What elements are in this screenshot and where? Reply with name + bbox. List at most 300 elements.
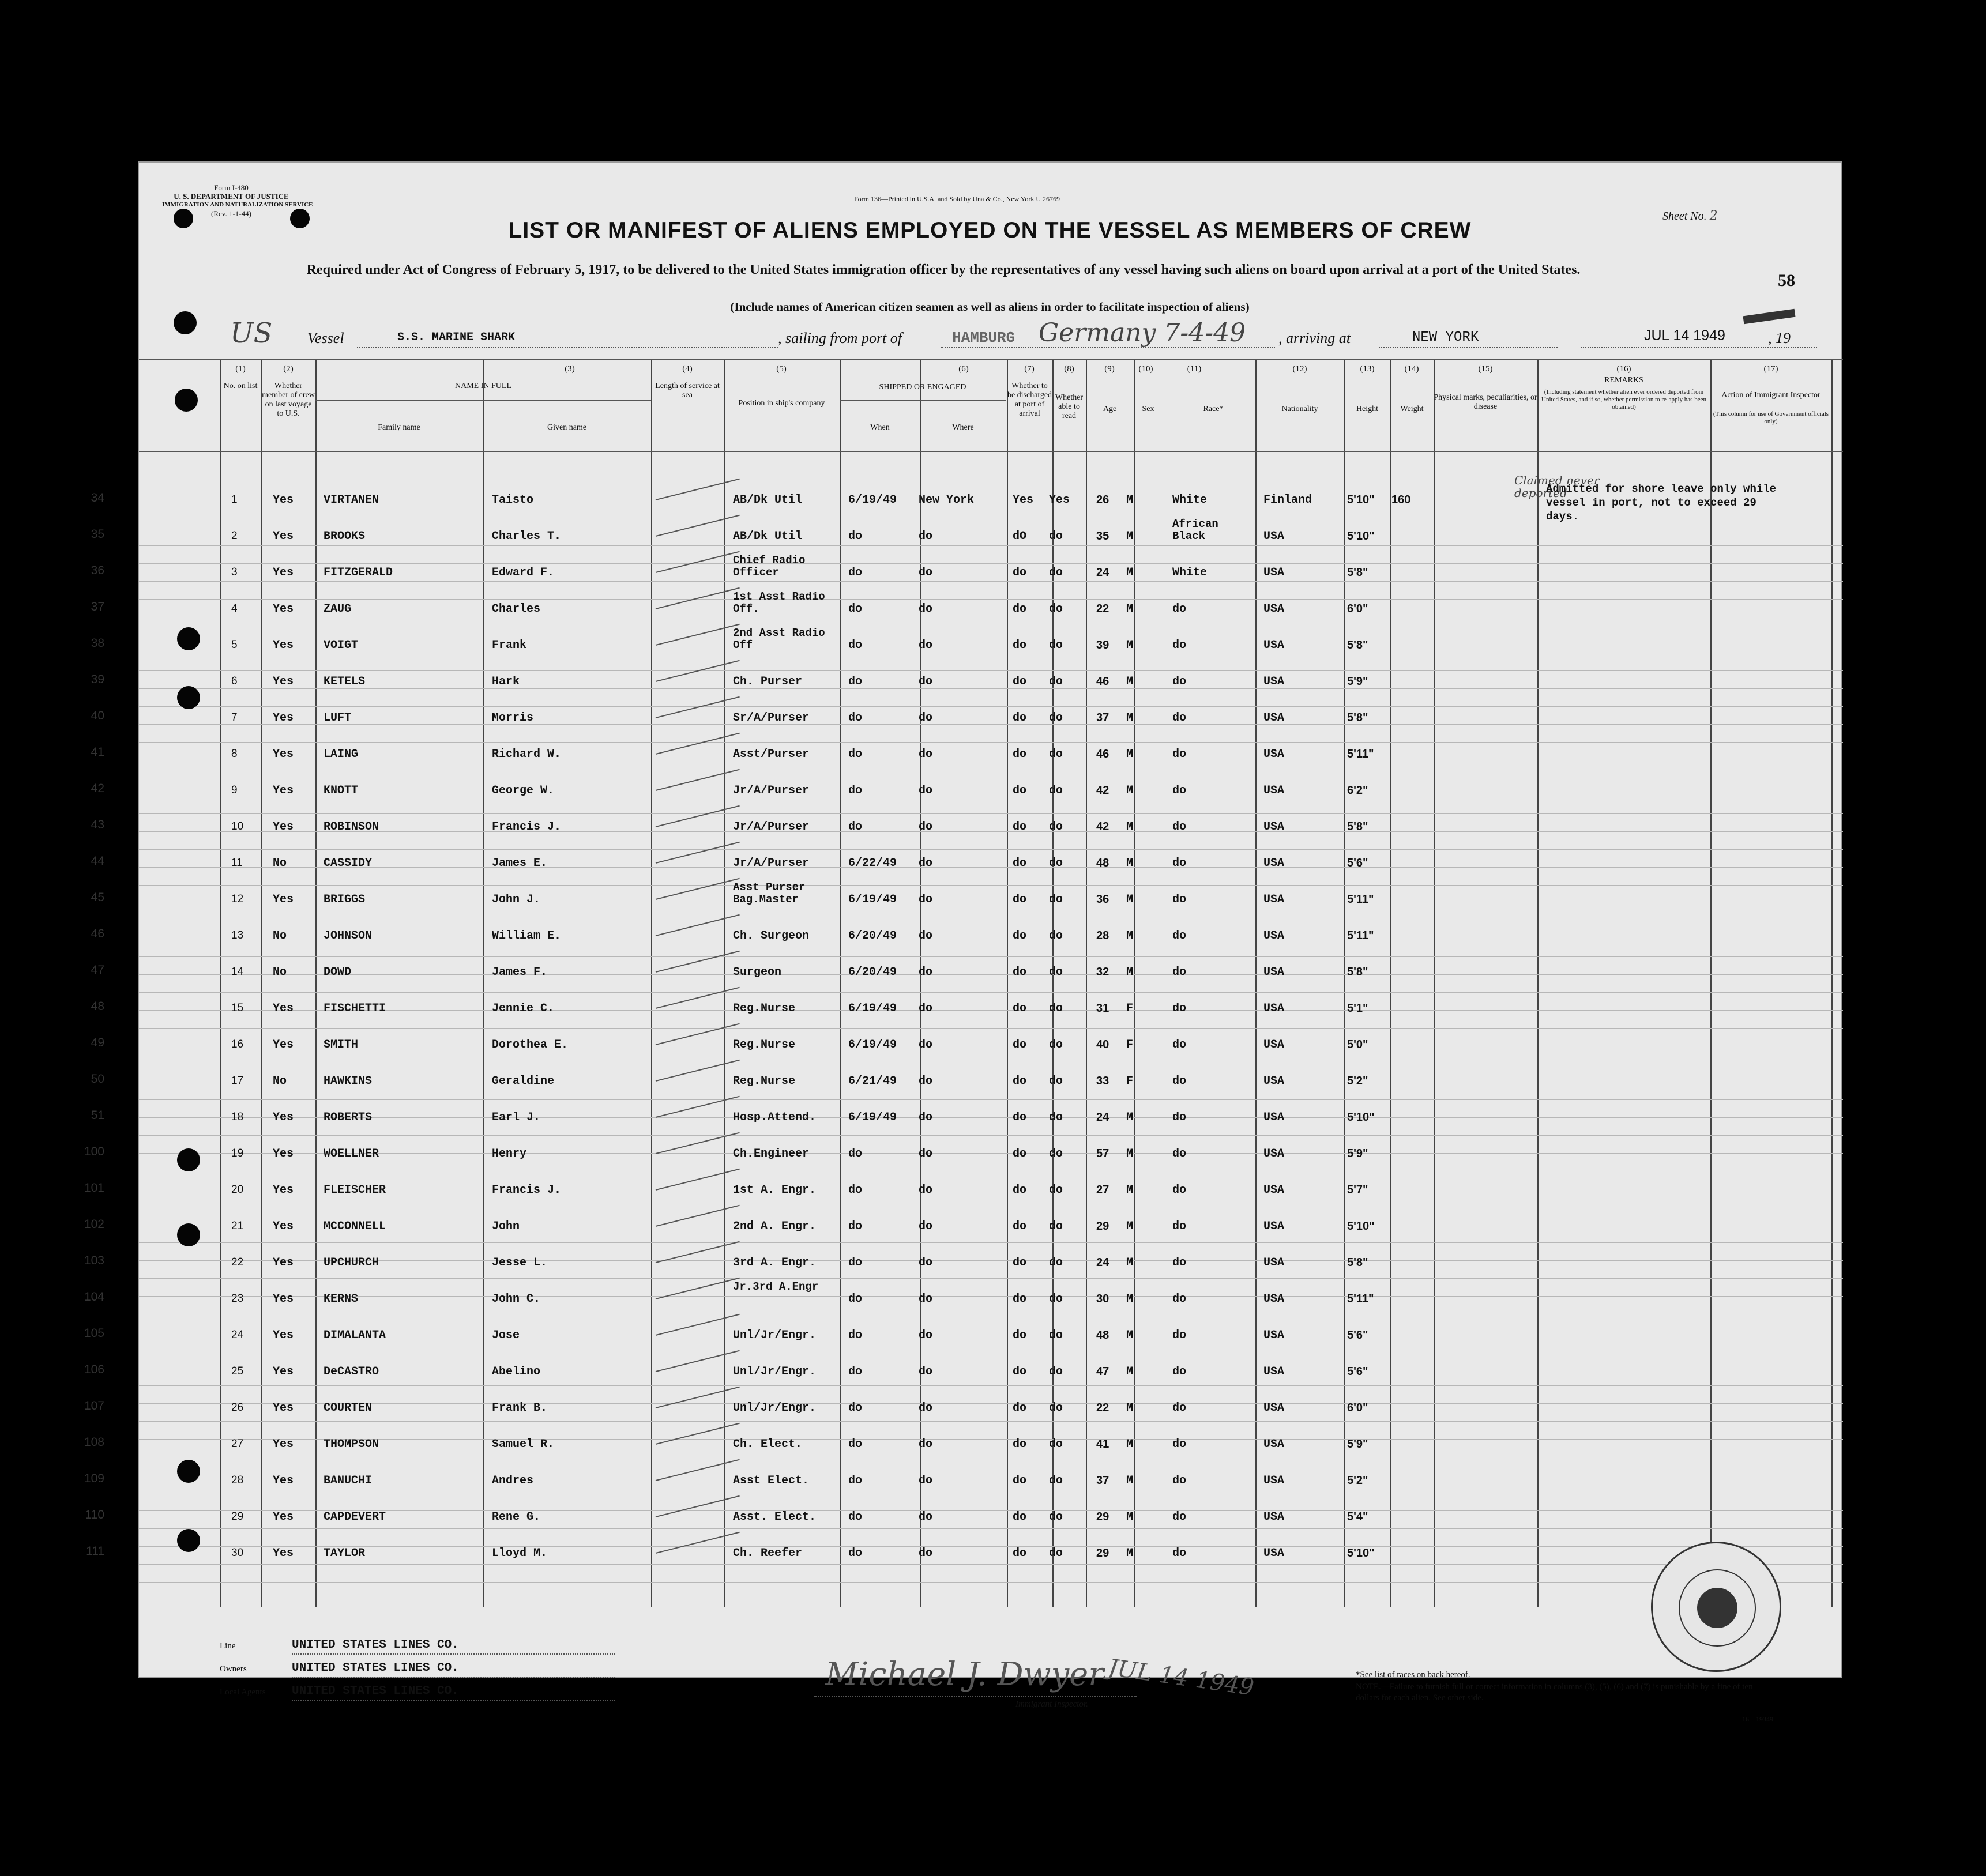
row-member: No — [273, 929, 287, 943]
column-number: (16) — [1616, 364, 1631, 374]
row-member: Yes — [273, 494, 294, 507]
column-head-race: Race* — [1203, 405, 1224, 413]
row-given-name: James E. — [492, 857, 548, 870]
row-discharged: do — [1013, 1147, 1027, 1161]
port-value: HAMBURG — [952, 329, 1015, 346]
row-discharged: do — [1013, 1329, 1027, 1342]
row-height: 5'1" — [1347, 1002, 1368, 1015]
row-when: do — [848, 1184, 863, 1197]
row-where: do — [919, 1293, 933, 1306]
row-read: do — [1049, 1438, 1063, 1451]
row-height: 5'10" — [1347, 494, 1375, 506]
row-height: 6'0" — [1347, 602, 1368, 615]
row-number: 30 — [231, 1547, 244, 1559]
row-height: 5'6" — [1347, 1365, 1368, 1378]
row-given-name: Henry — [492, 1147, 527, 1161]
row-given-name: Samuel R. — [492, 1438, 555, 1451]
row-family-name: LAING — [324, 748, 359, 761]
row-given-name: Jennie C. — [492, 1002, 555, 1015]
row-sex: M — [1126, 1329, 1134, 1342]
row-when: 6/19/49 — [848, 893, 897, 906]
punch-hole — [174, 209, 193, 228]
row-sequence-number: 34 — [91, 491, 104, 504]
row-nationality: USA — [1263, 1365, 1285, 1378]
row-given-name: James F. — [492, 966, 548, 979]
include-note: (Include names of American citizen seamen as well as aliens in order to facilitate inspection of aliens) — [730, 300, 1250, 314]
row-nationality: USA — [1263, 1220, 1285, 1233]
row-number: 19 — [231, 1147, 244, 1159]
row-given-name: Taisto — [492, 494, 534, 507]
row-height: 5'8" — [1347, 1256, 1368, 1269]
form-code: 16—19349 — [1742, 1715, 1773, 1723]
row-height: 5'10" — [1347, 1111, 1375, 1124]
row-sequence-number: 39 — [91, 673, 104, 686]
row-given-name: Frank B. — [492, 1402, 548, 1415]
row-sequence-number: 38 — [91, 636, 104, 650]
column-head-remarks: REMARKS — [1604, 376, 1643, 385]
owners-label: Owners — [220, 1664, 247, 1674]
row-sequence-number: 42 — [91, 782, 104, 795]
row-age: 29 — [1096, 1510, 1109, 1523]
row-height: 5'11" — [1347, 893, 1374, 906]
row-sex: M — [1126, 1111, 1134, 1124]
row-sequence-number: 107 — [84, 1399, 104, 1412]
row-age: 46 — [1096, 675, 1109, 688]
row-race: do — [1172, 1038, 1187, 1052]
punch-hole — [177, 1529, 200, 1552]
column-head-given: Given name — [547, 423, 587, 432]
page-mark: 58 — [1778, 271, 1795, 290]
row-given-name: Charles T. — [492, 530, 562, 543]
row-height: 5'2" — [1347, 1474, 1368, 1487]
row-position: Ch. Elect. — [733, 1438, 803, 1451]
row-sex: F — [1126, 1038, 1134, 1052]
physical-note: Claimed never deported — [1514, 473, 1600, 500]
row-height: 5'2" — [1347, 1075, 1368, 1087]
service-pen-stroke — [656, 1532, 740, 1554]
row-race: do — [1172, 1329, 1187, 1342]
row-discharged: do — [1013, 1002, 1027, 1015]
row-where: New York — [919, 494, 975, 507]
grid-rule — [139, 1117, 1843, 1118]
service: IMMIGRATION AND NATURALIZATION SERVICE — [162, 201, 313, 208]
row-given-name: John — [492, 1220, 520, 1233]
row-member: Yes — [273, 1256, 294, 1269]
column-number: (17) — [1763, 364, 1778, 374]
row-when: do — [848, 1365, 863, 1378]
row-member: Yes — [273, 530, 294, 543]
row-number: 5 — [231, 639, 238, 651]
row-height: 5'10" — [1347, 1220, 1375, 1233]
row-sex: M — [1126, 1365, 1134, 1378]
row-age: 33 — [1096, 1075, 1109, 1087]
row-sex: M — [1126, 711, 1134, 725]
row-height: 6'2" — [1347, 784, 1368, 797]
row-race: do — [1172, 1075, 1187, 1088]
row-race: do — [1172, 1474, 1187, 1487]
row-race: do — [1172, 784, 1187, 797]
row-height: 5'4" — [1347, 1510, 1368, 1523]
row-number: 15 — [231, 1002, 244, 1014]
row-sex: M — [1126, 784, 1134, 797]
row-race: do — [1172, 639, 1187, 652]
row-position: Jr.3rd A.Engr — [733, 1280, 819, 1293]
row-nationality: USA — [1263, 893, 1285, 906]
column-head-nationality: Nationality — [1281, 405, 1318, 413]
row-given-name: Rene G. — [492, 1510, 541, 1524]
row-number: 8 — [231, 748, 238, 760]
race-note: *See list of races on back hereof. — [1356, 1670, 1470, 1679]
row-weight: 160 — [1391, 494, 1411, 506]
owners-underline — [292, 1677, 615, 1678]
row-when: do — [848, 639, 863, 652]
vessel-label: Vessel — [307, 330, 344, 346]
row-member: Yes — [273, 1111, 294, 1124]
row-race: do — [1172, 1547, 1187, 1560]
row-nationality: USA — [1263, 820, 1285, 834]
row-given-name: Andres — [492, 1474, 534, 1487]
row-member: Yes — [273, 639, 294, 652]
row-discharged: do — [1013, 602, 1027, 616]
signature-underline — [814, 1696, 1137, 1697]
grid-rule — [139, 1028, 1843, 1029]
row-read: do — [1049, 929, 1063, 943]
row-position: Reg.Nurse — [733, 1038, 796, 1052]
row-read: do — [1049, 966, 1063, 979]
row-age: 42 — [1096, 820, 1109, 833]
row-sex: M — [1126, 530, 1134, 543]
column-number: (4) — [682, 364, 693, 374]
grid-rule — [139, 1099, 1843, 1100]
row-position: 2nd Asst Radio Off — [733, 627, 825, 651]
grid-rule — [139, 1582, 1843, 1583]
row-when: 6/20/49 — [848, 966, 897, 979]
row-member: Yes — [273, 784, 294, 797]
row-sequence-number: 102 — [84, 1218, 104, 1231]
row-nationality: USA — [1263, 1510, 1285, 1524]
grid-rule — [139, 831, 1843, 832]
year-label: , 19 — [1768, 330, 1791, 346]
row-sex: M — [1126, 1147, 1134, 1161]
row-family-name: ROBINSON — [324, 820, 379, 834]
row-sequence-number: 51 — [91, 1109, 104, 1122]
service-pen-stroke — [656, 951, 740, 973]
row-sequence-number: 100 — [84, 1145, 104, 1158]
grid-rule — [139, 563, 1843, 564]
row-where: do — [919, 1038, 933, 1052]
column-number: (11) — [1187, 364, 1202, 374]
row-sex: M — [1126, 1184, 1134, 1197]
row-sequence-number: 108 — [84, 1436, 104, 1449]
service-pen-stroke — [656, 842, 740, 864]
row-family-name: FITZGERALD — [324, 566, 393, 579]
row-age: 30 — [1096, 1293, 1109, 1305]
row-nationality: USA — [1263, 784, 1285, 797]
row-sex: M — [1126, 1402, 1134, 1415]
grid-rule — [139, 1403, 1843, 1404]
row-when: do — [848, 566, 863, 579]
service-pen-stroke — [656, 878, 740, 900]
official-seal-stamp — [1651, 1542, 1781, 1672]
row-number: 6 — [231, 675, 238, 687]
grid-rule — [139, 1153, 1843, 1154]
row-age: 32 — [1096, 966, 1109, 978]
row-where: do — [919, 639, 933, 652]
column-head-discharged: Whether to be discharged at port of arrival — [1007, 382, 1052, 418]
row-sequence-number: 110 — [85, 1508, 104, 1521]
row-when: do — [848, 530, 863, 543]
row-height: 5'0" — [1347, 1038, 1368, 1051]
row-position: Unl/Jr/Engr. — [733, 1402, 817, 1415]
agents-label: Local Agents — [220, 1687, 266, 1697]
row-read: do — [1049, 820, 1063, 834]
row-read: do — [1049, 1147, 1063, 1161]
grid-rule — [139, 1278, 1843, 1279]
row-race: do — [1172, 1002, 1187, 1015]
grid-rule — [139, 1242, 1843, 1243]
row-discharged: dO — [1013, 530, 1027, 543]
row-sex: M — [1126, 566, 1134, 579]
row-when: 6/19/49 — [848, 494, 897, 507]
row-given-name: Earl J. — [492, 1111, 541, 1124]
row-member: Yes — [273, 1438, 294, 1451]
row-when: do — [848, 1256, 863, 1269]
row-read: do — [1049, 530, 1063, 543]
row-read: do — [1049, 748, 1063, 761]
row-read: do — [1049, 857, 1063, 870]
row-where: do — [919, 1474, 933, 1487]
grid-rule — [139, 1528, 1843, 1529]
row-where: do — [919, 1510, 933, 1524]
row-read: do — [1049, 675, 1063, 688]
row-race: do — [1172, 1365, 1187, 1378]
row-member: Yes — [273, 893, 294, 906]
row-position: Asst. Elect. — [733, 1510, 817, 1524]
row-height: 5'8" — [1347, 639, 1368, 651]
row-age: 36 — [1096, 893, 1109, 906]
row-race: do — [1172, 1111, 1187, 1124]
row-number: 12 — [231, 893, 244, 905]
service-pen-stroke — [656, 515, 740, 537]
row-sequence-number: 49 — [91, 1036, 104, 1049]
row-member: No — [273, 1075, 287, 1088]
vessel-name: S.S. MARINE SHARK — [397, 331, 516, 344]
service-pen-stroke — [656, 1423, 740, 1445]
row-height: 5'8" — [1347, 820, 1368, 833]
row-when: do — [848, 1547, 863, 1560]
grid-rule — [139, 1564, 1843, 1565]
row-discharged: do — [1013, 1365, 1027, 1378]
row-read: do — [1049, 711, 1063, 725]
row-height: 5'11" — [1347, 929, 1374, 942]
grid-rule — [139, 1296, 1843, 1297]
row-where: do — [919, 1184, 933, 1197]
row-age: 29 — [1096, 1220, 1109, 1233]
row-when: do — [848, 1220, 863, 1233]
row-member: Yes — [273, 1220, 294, 1233]
row-number: 17 — [231, 1075, 244, 1087]
punch-hole — [177, 1460, 200, 1483]
row-nationality: USA — [1263, 530, 1285, 543]
row-sex: M — [1126, 893, 1134, 906]
row-sex: M — [1126, 929, 1134, 943]
row-when: 6/19/49 — [848, 1111, 897, 1124]
punch-hole — [290, 209, 310, 228]
column-number: (10) — [1138, 364, 1153, 374]
row-sequence-number: 41 — [91, 745, 104, 759]
service-pen-stroke — [656, 914, 740, 936]
column-head-when: When — [870, 423, 890, 432]
grid-rule — [139, 885, 1843, 886]
row-number: 4 — [231, 602, 238, 615]
row-nationality: USA — [1263, 602, 1285, 616]
column-head-read: Whether able to read — [1055, 393, 1084, 420]
row-age: 40 — [1096, 1038, 1109, 1051]
row-given-name: Francis J. — [492, 1184, 562, 1197]
grid-rule — [139, 1546, 1843, 1547]
row-race: do — [1172, 1220, 1187, 1233]
row-read: do — [1049, 1184, 1063, 1197]
row-discharged: Yes — [1013, 494, 1034, 507]
column-number: (8) — [1064, 364, 1074, 374]
row-age: 42 — [1096, 784, 1109, 797]
row-discharged: do — [1013, 784, 1027, 797]
row-age: 47 — [1096, 1365, 1109, 1378]
row-member: Yes — [273, 748, 294, 761]
column-head-height: Height — [1356, 405, 1379, 413]
grid-rule — [139, 1135, 1843, 1136]
row-read: do — [1049, 1510, 1063, 1524]
grid-rule — [139, 992, 1843, 993]
row-height: 5'9" — [1347, 1147, 1368, 1160]
row-race: do — [1172, 820, 1187, 834]
row-read: do — [1049, 566, 1063, 579]
row-sex: M — [1126, 1220, 1134, 1233]
row-member: Yes — [273, 1184, 294, 1197]
row-member: Yes — [273, 1510, 294, 1524]
row-discharged: do — [1013, 748, 1027, 761]
column-number: (7) — [1024, 364, 1035, 374]
row-family-name: SMITH — [324, 1038, 359, 1052]
row-when: 6/19/49 — [848, 1038, 897, 1052]
punch-hole — [175, 389, 198, 412]
column-head-length: Length of service at sea — [655, 382, 720, 400]
row-when: do — [848, 675, 863, 688]
row-nationality: Finland — [1263, 494, 1312, 507]
grid-rule — [139, 670, 1843, 671]
row-where: do — [919, 857, 933, 870]
column-number: (6) — [958, 364, 969, 374]
row-where: do — [919, 1111, 933, 1124]
row-discharged: do — [1013, 1256, 1027, 1269]
row-where: do — [919, 1147, 933, 1161]
row-family-name: DeCASTRO — [324, 1365, 379, 1378]
column-head-action: Action of Immigrant Inspector — [1721, 391, 1821, 400]
row-member: Yes — [273, 711, 294, 725]
row-sex: M — [1126, 1438, 1134, 1451]
grid-rule — [139, 1439, 1843, 1440]
row-read: do — [1049, 784, 1063, 797]
column-head-position: Position in ship's company — [738, 399, 825, 408]
row-nationality: USA — [1263, 1293, 1285, 1306]
row-given-name: John J. — [492, 893, 541, 906]
row-number: 28 — [231, 1474, 244, 1486]
row-position: Reg.Nurse — [733, 1075, 796, 1088]
row-nationality: USA — [1263, 929, 1285, 943]
stamp-inner-ring — [1679, 1569, 1756, 1647]
row-member: Yes — [273, 602, 294, 616]
row-age: 39 — [1096, 639, 1109, 651]
row-member: Yes — [273, 675, 294, 688]
row-nationality: USA — [1263, 1256, 1285, 1269]
row-sequence-number: 35 — [91, 528, 104, 541]
line-label: Line — [220, 1641, 236, 1651]
punch-hole — [177, 627, 200, 650]
row-read: do — [1049, 639, 1063, 652]
sheet-value: 2 — [1709, 209, 1718, 223]
row-sex: M — [1126, 639, 1134, 652]
row-sequence-number: 104 — [84, 1290, 104, 1304]
row-given-name: George W. — [492, 784, 555, 797]
row-family-name: VIRTANEN — [324, 494, 379, 507]
page-title: LIST OR MANIFEST OF ALIENS EMPLOYED ON THE VESSEL AS MEMBERS OF CREW — [508, 218, 1472, 243]
row-number: 24 — [231, 1329, 244, 1341]
agents-value: UNITED STATES LINES CO. — [292, 1685, 459, 1698]
row-nationality: USA — [1263, 857, 1285, 870]
row-sex: M — [1126, 1293, 1134, 1306]
row-discharged: do — [1013, 1293, 1027, 1306]
row-number: 3 — [231, 566, 238, 578]
row-given-name: Abelino — [492, 1365, 541, 1378]
row-family-name: FLEISCHER — [324, 1184, 386, 1197]
row-position: Jr/A/Purser — [733, 820, 810, 834]
row-number: 23 — [231, 1293, 244, 1305]
row-when: do — [848, 1510, 863, 1524]
row-family-name: ROBERTS — [324, 1111, 373, 1124]
row-read: do — [1049, 1220, 1063, 1233]
row-position: 2nd A. Engr. — [733, 1220, 817, 1233]
row-sex: F — [1126, 1002, 1134, 1015]
row-read: do — [1049, 1075, 1063, 1088]
row-discharged: do — [1013, 1438, 1027, 1451]
service-pen-stroke — [656, 987, 740, 1009]
row-read: do — [1049, 1329, 1063, 1342]
row-height: 6'0" — [1347, 1402, 1368, 1414]
row-race: do — [1172, 1184, 1187, 1197]
row-race: do — [1172, 748, 1187, 761]
row-given-name: Charles — [492, 602, 541, 616]
grid-rule — [139, 1510, 1843, 1511]
row-position: AB/Dk Util — [733, 530, 803, 543]
row-family-name: BROOKS — [324, 530, 366, 543]
column-head-member: Whether member of crew on last voyage to U.S. — [262, 382, 315, 418]
row-age: 26 — [1096, 494, 1109, 506]
arriving-label: , arriving at — [1278, 330, 1351, 346]
row-number: 27 — [231, 1438, 244, 1450]
revision: (Rev. 1-1-44) — [211, 209, 251, 218]
column-head-name: NAME IN FULL — [455, 382, 511, 390]
row-family-name: DIMALANTA — [324, 1329, 386, 1342]
service-pen-stroke — [656, 1205, 740, 1227]
row-when: do — [848, 820, 863, 834]
department: U. S. DEPARTMENT OF JUSTICE — [174, 192, 289, 201]
row-age: 27 — [1096, 1184, 1109, 1196]
row-nationality: USA — [1263, 1402, 1285, 1415]
row-when: do — [848, 784, 863, 797]
row-number: 2 — [231, 530, 238, 542]
row-number: 7 — [231, 711, 238, 724]
row-discharged: do — [1013, 1111, 1027, 1124]
